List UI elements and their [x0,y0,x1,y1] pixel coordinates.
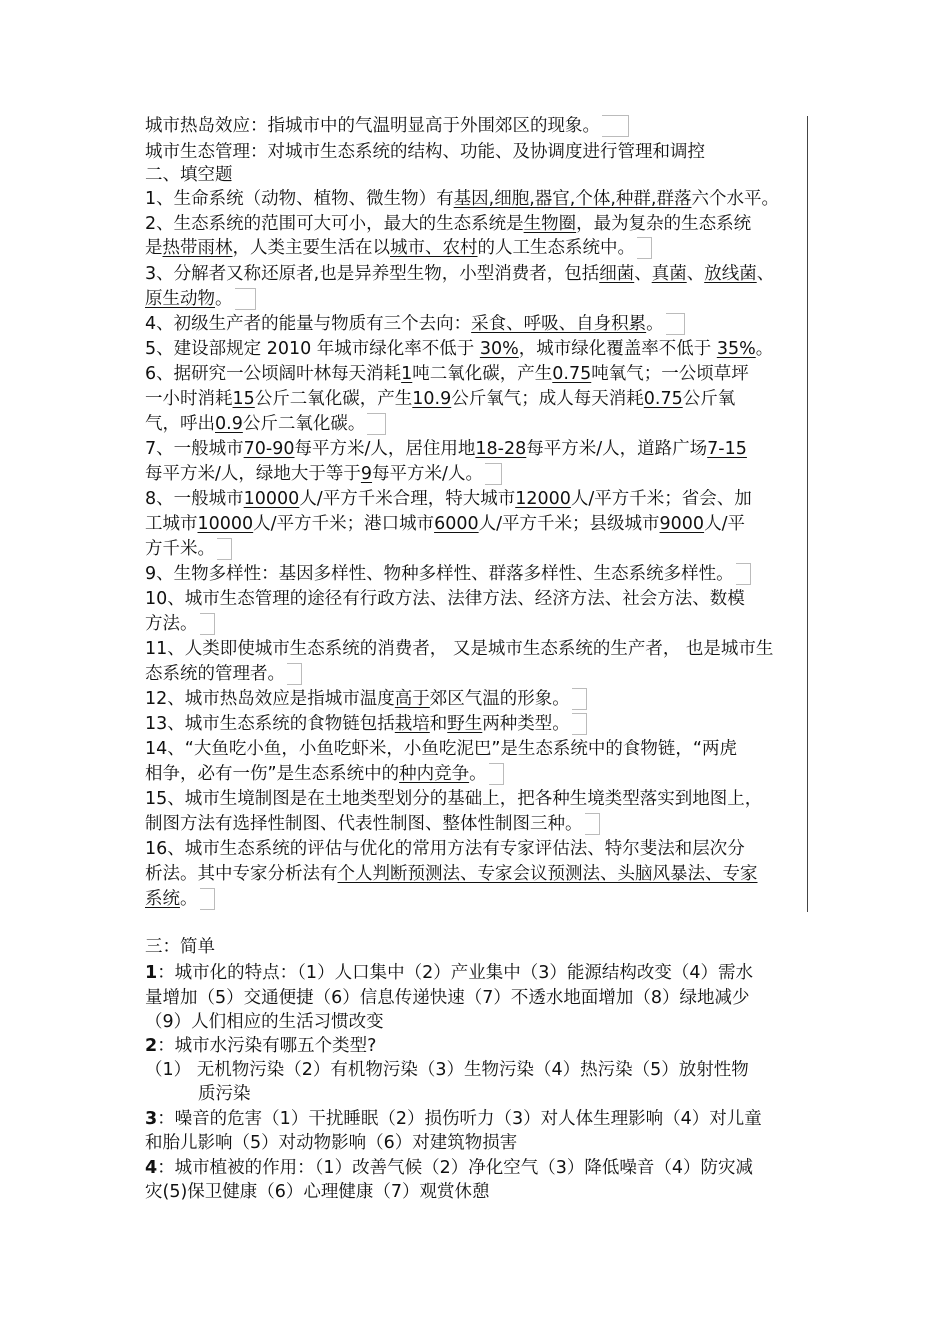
q10-line1: 10、城市生态管理的途径有行政方法、法律方法、经济方法、社会方法、数模 [145,589,745,609]
definition-heat-island: 城市热岛效应：指城市中的气温明显高于外围郊区的现象。 [145,114,629,138]
q9: 9、生物多样性：基因多样性、物种多样性、群落多样性、生态系统多样性。 [145,562,751,586]
s3-line1: 3：噪音的危害（1）干扰睡眠（2）损伤听力（3）对人体生理影响（4）对儿童 [145,1109,762,1129]
s4-line2: 灾(5)保卫健康（6）心理健康（7）观赏休憩 [145,1182,490,1202]
q10-line2: 方法。 [145,612,215,636]
s1-line3: （9）人们相应的生活习惯改变 [145,1012,384,1032]
s2-line1: 2：城市水污染有哪五个类型? [145,1036,377,1056]
q14-line2: 相争，必有一伤”是生态系统中的种内竞争。 [145,762,504,786]
q15-line1: 15、城市生境制图是在土地类型划分的基础上，把各种生境类型落实到地图上， [145,789,763,809]
definition-eco-management: 城市生态管理：对城市生态系统的结构、功能、及协调度进行管理和调控 [145,142,705,162]
s2-line2: （1） 无机物污染（2）有机物污染（3）生物污染（4）热污染（5）放射性物 [145,1060,749,1080]
margin-rule [807,116,808,912]
s1-line2: 量增加（5）交通便捷（6）信息传递快速（7）不透水地面增加（8）绿地减少 [145,988,750,1008]
q7-line2: 每平方米/人，绿地大于等于9每平方米/人。 [145,462,502,486]
q2-line2: 是热带雨林，人类主要生活在以城市、农村的人工生态系统中。 [145,236,652,260]
q3-line2: 原生动物。 [145,287,256,311]
q8-line3: 方千米。 [145,537,232,561]
s4-line1: 4：城市植被的作用：（1）改善气候（2）净化空气（3）降低噪音（4）防灾减 [145,1158,753,1178]
q4: 4、初级生产者的能量与物质有三个去向：采食、呼吸、自身积累。 [145,312,685,336]
q8-line2: 工城市10000人/平方千米；港口城市6000人/平方千米；县级城市9000人/平 [145,514,745,534]
q5: 5、建设部规定 2010 年城市绿化率不低于 30%，城市绿化覆盖率不低于 35%。 [145,339,774,359]
s2-line3: 质污染 [198,1084,251,1104]
q1: 1、生命系统（动物、植物、微生物）有基因,细胞,器官,个体,种群,群落六个水平。 [145,189,779,209]
q3-line1: 3、分解者又称还原者,也是异养型生物，小型消费者，包括细菌、真菌、放线菌、 [145,264,775,284]
q16-line2: 析法。其中专家分析法有个人判断预测法、专家会议预测法、头脑风暴法、专家 [145,864,758,884]
s1-line1: 1：城市化的特点：（1）人口集中（2）产业集中（3）能源结构改变（4）需水 [145,963,753,983]
q8-line1: 8、一般城市10000人/平方千米合理，特大城市12000人/平方千米；省会、加 [145,489,752,509]
q16-line1: 16、城市生态系统的评估与优化的常用方法有专家评估法、特尔斐法和层次分 [145,839,745,859]
q6-line2: 一小时消耗15公斤二氧化碳，产生10.9公斤氧气；成人每天消耗0.75公斤氧 [145,389,736,409]
fill-heading: 二、填空题 [145,165,233,185]
q11-line2: 态系统的管理者。 [145,662,302,686]
q11-line1: 11、人类即使城市生态系统的消费者， 又是城市生态系统的生产者， 也是城市生 [145,639,774,659]
q6-line3: 气，呼出0.9公斤二氧化碳。 [145,412,386,436]
q15-line2: 制图方法有选择性制图、代表性制图、整体性制图三种。 [145,812,600,836]
q14-line1: 14、“大鱼吃小鱼，小鱼吃虾米，小鱼吃泥巴”是生态系统中的食物链，“两虎 [145,739,737,759]
q2-line1: 2、生态系统的范围可大可小，最大的生态系统是生物圈，最为复杂的生态系统 [145,214,752,234]
q6-line1: 6、据研究一公顷阔叶林每天消耗1吨二氧化碳，产生0.75吨氧气；一公顷草坪 [145,364,749,384]
q13: 13、城市生态系统的食物链包括栽培和野生两种类型。 [145,712,587,736]
q12: 12、城市热岛效应是指城市温度高于郊区气温的形象。 [145,687,587,711]
q16-line3: 系统。 [145,887,215,911]
s3-line2: 和胎儿影响（5）对动物影响（6）对建筑物损害 [145,1133,518,1153]
q7-line1: 7、一般城市70-90每平方米/人，居住用地18-28每平方米/人，道路广场7-15 [145,439,747,459]
short-heading: 三：简单 [145,937,215,957]
